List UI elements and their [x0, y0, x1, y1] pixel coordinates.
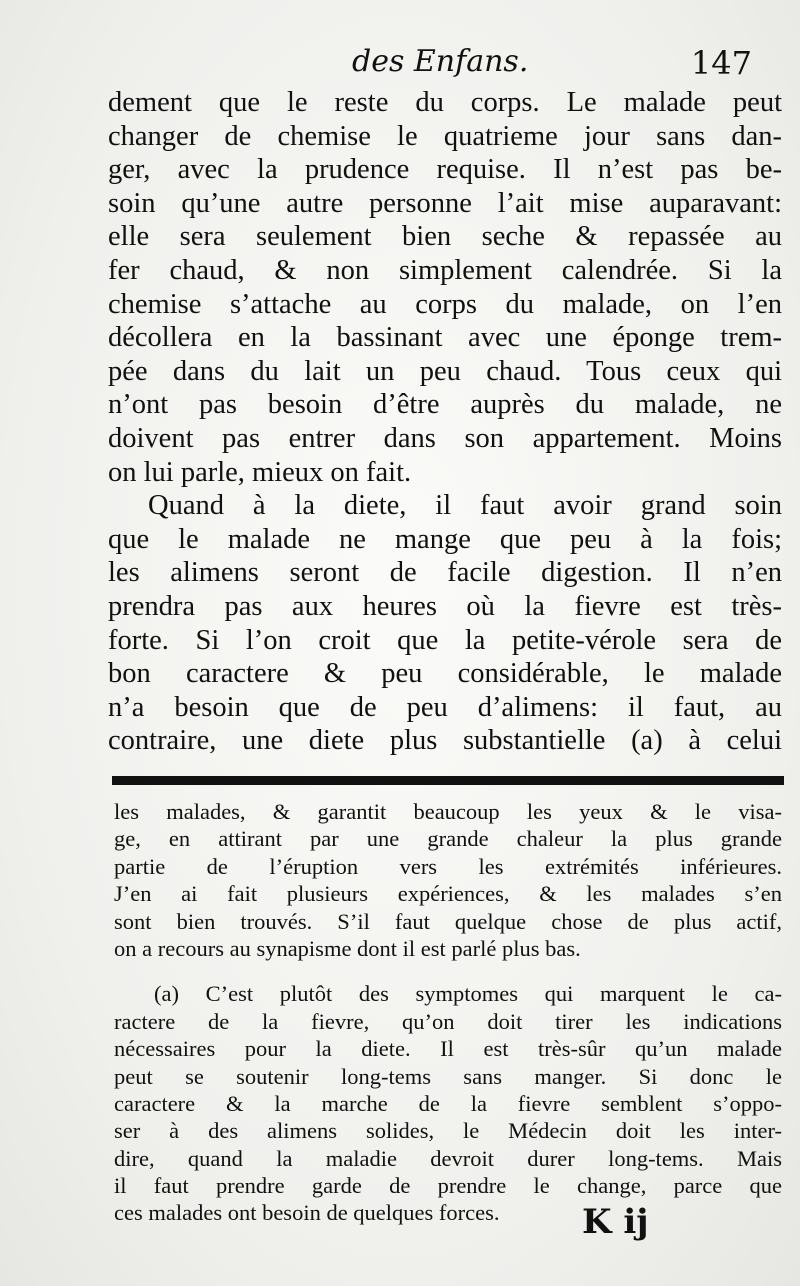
text-line: pée dans du lait un peu chaud. Tous ceux qui [108, 355, 782, 387]
text-line: soin qu’une autre personne l’ait mise auparavant: [108, 187, 782, 219]
footnote-line: nécessaires pour la diete. Il est très-sûr qu’un malade [114, 1036, 782, 1062]
footnote-line: dire, quand la maladie devroit durer long-tems. Mais [114, 1145, 782, 1171]
footnote-line: ractere de la fievre, qu’on doit tirer les indications [114, 1008, 782, 1034]
page-header [330, 44, 752, 88]
text-line: on lui parle, mieux on fait. [108, 456, 412, 488]
footnote-line: il faut prendre garde de prendre le change, parce que [114, 1173, 782, 1199]
footnote-line: peut se soutenir long-tems sans manger. Si donc le [114, 1063, 782, 1089]
footnote-line: caractere & la marche de la fievre semblent s’oppo- [114, 1090, 782, 1116]
text-line: que le malade ne mange que peu à la fois; [108, 523, 782, 555]
text-line: changer de chemise le quatrieme jour sans dan- [108, 120, 782, 152]
running-title: des Enfans. [352, 44, 529, 79]
footnote-line: sont bien trouvés. S’il faut quelque chose de plus actif, [114, 908, 782, 934]
footnote-line: J’en ai fait plusieurs expériences, & les malades s’en [114, 881, 782, 907]
footnote-gap [114, 962, 782, 980]
text-line: ger, avec la prudence requise. Il n’est pas be- [108, 154, 782, 186]
footnote-line: ge, en attirant par une grande chaleur la plus grande [114, 826, 782, 852]
text-line: fer chaud, & non simplement calendrée. Si la [108, 254, 782, 286]
text-line: forte. Si l’on croit que la petite-vérole sera de [108, 624, 782, 656]
text-line: chemise s’attache au corps du malade, on l’en [108, 288, 782, 320]
footnotes [114, 798, 782, 1227]
footnote-line: les malades, & garantit beaucoup les yeux & le visa- [114, 799, 782, 824]
text-line: contraire, une diete plus substantielle (a) à celui [108, 725, 782, 757]
text-line: prendra pas aux heures où la fievre est très- [108, 590, 782, 622]
signature-mark: K ij [582, 1202, 649, 1242]
text-line: n’a besoin que de peu d’alimens: il faut, au [108, 691, 782, 723]
footnote-line: partie de l’éruption vers les extrémités inférieures. [114, 853, 782, 879]
text-line: dement que le reste du corps. Le malade peut [108, 87, 782, 118]
footnote-line: ces malades ont besoin de quelques forces. [114, 1200, 500, 1226]
text-line: les alimens seront de facile digestion. Il n’en [108, 557, 782, 589]
footnote-line: on a recours au synapisme dont il est parlé plus bas. [114, 935, 581, 961]
main-text [108, 86, 782, 758]
text-line: Quand à la diete, il faut avoir grand soin [148, 490, 782, 522]
footnote-divider [112, 776, 784, 785]
footnote-line: ser à des alimens solides, le Médecin doit les inter- [114, 1118, 782, 1144]
page-number: 147 [690, 44, 752, 82]
text-line: elle sera seulement bien seche & repassée au [108, 221, 782, 253]
text-line: doivent pas entrer dans son appartement. Moins [108, 422, 782, 454]
text-line: décollera en la bassinant avec une éponge trem- [108, 322, 782, 354]
footnote-line: (a) C’est plutôt des symptomes qui marquent le ca- [154, 981, 782, 1007]
text-line: n’ont pas besoin d’être auprès du malade, ne [108, 389, 782, 421]
text-line: bon caractere & peu considérable, le malade [108, 658, 782, 690]
